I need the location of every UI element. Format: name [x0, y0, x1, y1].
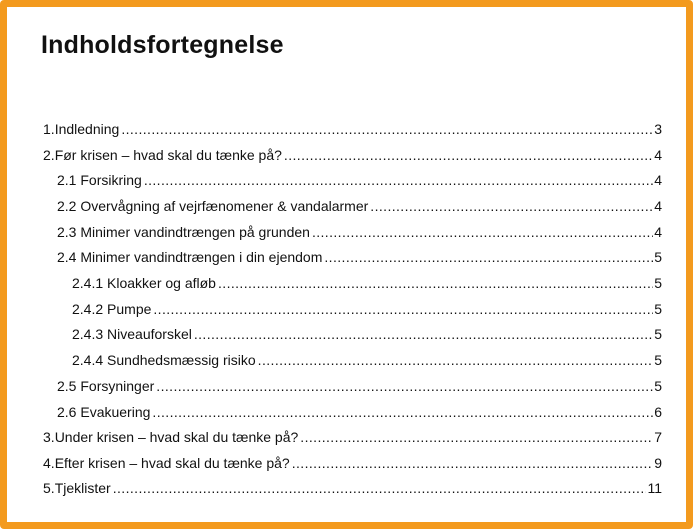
toc-leader — [218, 275, 653, 291]
toc-page: 3 — [654, 121, 662, 137]
toc-entry-2-1[interactable] — [57, 172, 662, 190]
toc-entry-1[interactable] — [43, 121, 662, 139]
toc-leader — [300, 429, 653, 445]
toc-leader — [312, 224, 653, 240]
toc-leader — [121, 121, 653, 137]
toc-leader — [284, 147, 653, 163]
toc-number: 2. — [43, 147, 55, 163]
toc-entry-4[interactable] — [43, 455, 662, 473]
toc-page: 4 — [654, 172, 662, 188]
toc-label: 2.4 Minimer vandindtrængen i din ejendom — [57, 249, 323, 265]
toc-entry-2-6[interactable] — [57, 404, 662, 422]
toc-leader — [324, 249, 653, 265]
toc-page: 4 — [654, 224, 662, 240]
toc-leader — [258, 352, 654, 368]
toc-page: 5 — [654, 275, 662, 291]
toc-entry-2-3[interactable] — [57, 224, 662, 242]
toc-label: Under krisen – hvad skal du tænke på? — [54, 429, 299, 445]
toc-label: 2.4.2 Pumpe — [72, 301, 152, 317]
toc-page: 6 — [654, 404, 662, 420]
toc-page: 7 — [654, 429, 662, 445]
toc-label: Før krisen – hvad skal du tænke på? — [54, 147, 282, 163]
toc-label: 2.3 Minimer vandindtrængen på grunden — [57, 224, 310, 240]
toc-leader — [292, 455, 653, 471]
toc-leader — [113, 480, 647, 496]
toc-label: Efter krisen – hvad skal du tænke på? — [54, 455, 290, 471]
page-title: Indholdsfortegnelse — [41, 31, 284, 59]
toc-entry-2-4-1[interactable] — [72, 275, 662, 293]
toc-entry-5[interactable] — [43, 480, 662, 498]
toc-entry-2-4-3[interactable] — [72, 326, 662, 344]
toc-number: 3. — [43, 429, 55, 445]
toc-page: 11 — [647, 480, 662, 496]
toc-label: Indledning — [54, 121, 120, 137]
toc-page: 9 — [654, 455, 662, 471]
toc-page: 5 — [654, 249, 662, 265]
toc-leader — [153, 301, 653, 317]
toc-page: 5 — [654, 326, 662, 342]
toc-label: 2.2 Overvågning af vejrfænomener & vandalarmer — [57, 198, 369, 214]
toc-page: 4 — [654, 147, 662, 163]
toc-entry-3[interactable] — [43, 429, 662, 447]
toc-leader — [156, 378, 653, 394]
toc-label: 2.4.1 Kloakker og afløb — [72, 275, 216, 291]
toc-entry-2-2[interactable] — [57, 198, 662, 216]
toc-label: 2.6 Evakuering — [57, 404, 151, 420]
toc-label: 2.4.4 Sundhedsmæssig risiko — [72, 352, 256, 368]
toc-page: 5 — [654, 352, 662, 368]
toc-number: 1. — [43, 121, 55, 137]
toc-entry-2-4-4[interactable] — [72, 352, 662, 370]
toc-entry-2-5[interactable] — [57, 378, 662, 396]
toc-number: 5. — [43, 480, 55, 496]
toc-label: 2.4.3 Niveauforskel — [72, 326, 192, 342]
toc-entry-2-4[interactable] — [57, 249, 662, 267]
toc-leader — [152, 404, 653, 420]
toc-page: 5 — [654, 301, 662, 317]
toc-leader — [144, 172, 653, 188]
toc-label: 2.5 Forsyninger — [57, 378, 155, 394]
toc-label: Tjeklister — [54, 480, 111, 496]
toc-leader — [370, 198, 653, 214]
toc-label: 2.1 Forsikring — [57, 172, 142, 188]
toc-number: 4. — [43, 455, 55, 471]
toc-page: 5 — [654, 378, 662, 394]
toc-entry-2[interactable] — [43, 147, 662, 165]
toc-leader — [194, 326, 653, 342]
toc-page: 4 — [654, 198, 662, 214]
toc-entry-2-4-2[interactable] — [72, 301, 662, 319]
